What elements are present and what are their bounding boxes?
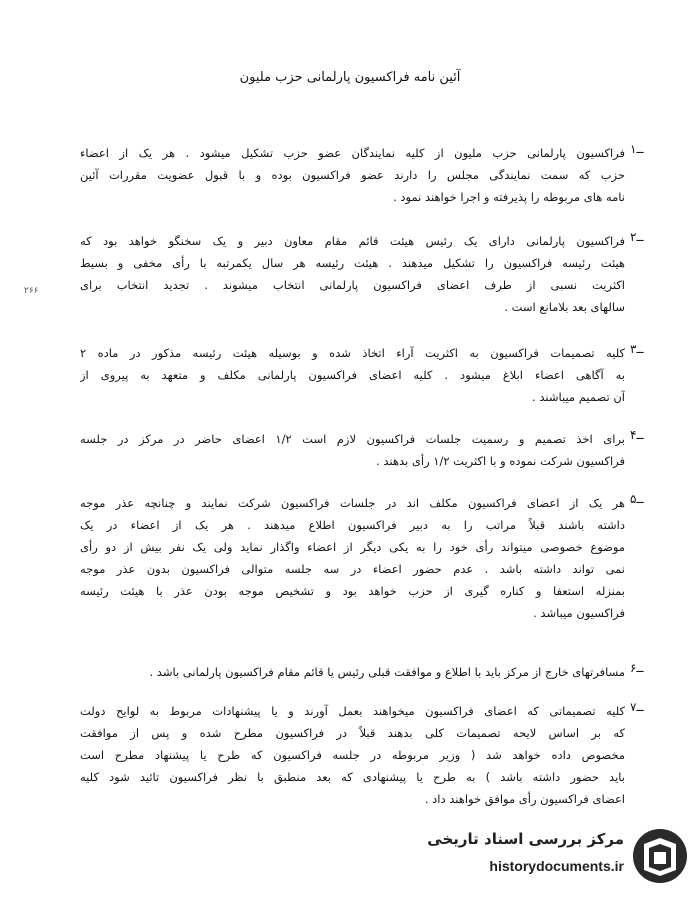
- section-3: [80, 342, 644, 408]
- watermark-title: مرکز بررسی اسناد تاریخی: [427, 830, 624, 848]
- section-line: اکثریت نسبی از طرف اعضای فراکسیون پارلمانی انتخاب میشوند . تجدید انتخاب برای: [80, 278, 625, 292]
- section-number: ۴ــ: [630, 428, 644, 442]
- section-line: بمنزله استعفا و کناره گیری از حزب خواهد بود و تشخیص موجه بودن عذر با هیئت رئیسه: [80, 584, 625, 598]
- section-line: فراکسیون پارلمانی دارای یک رئیس هیئت قائم مقام معاون دبیر و یک سخنگو خواهد بود که: [80, 234, 625, 248]
- section-line: کلیه تصمیماتی که اعضای فراکسیون میخواهند بعمل آورند و یا پیشنهادات مربوط به لوایح دولت: [80, 704, 625, 718]
- section-number: ۱ــ: [630, 142, 644, 156]
- section-2: [80, 230, 644, 318]
- section-line: باید حضور داشته باشد ) به طرح یا پیشنهادی که بعد منطبق با نظر فراکسیون تائید شود کلیه: [80, 770, 625, 784]
- section-number: ۵ــ: [630, 492, 644, 506]
- section-line: برای اخذ تصمیم و رسمیت جلسات فراکسیون لازم است ۱/۲ اعضای حاضر در مرکز در جلسه: [80, 432, 625, 446]
- document-title: آئین نامه فراکسیون پارلمانی حزب ملیون: [239, 70, 461, 85]
- section-line: اعضای فراکسیون رأی موافق خواهند داد .: [424, 792, 625, 806]
- section-5: [80, 492, 644, 624]
- section-line: نمی تواند داشته باشد . عدم حضور اعضاء در سه جلسه متوالی فراکسیون بدون عذر موجه: [80, 562, 625, 576]
- section-line: هیئت رئیسه فراکسیون را تشکیل میدهند . هیئت رئیسه هر سال یکمرتبه با رأی مخفی و بسیط: [80, 256, 625, 270]
- section-line: نامه های مربوطه را پذیرفته و اجرا خواهند نمود .: [393, 190, 625, 204]
- watermark: [410, 822, 690, 888]
- section-line: فراکسیون شرکت نموده و با اکثریت ۱/۲ رأی بدهند .: [376, 454, 625, 468]
- section-line: مخصوص داده خواهد شد ( وزیر مربوطه در جلسه فراکسیون که طرح یا پیشنهاد مطرح است: [80, 748, 625, 762]
- section-line: که بر اساس لایحه تصمیمات کلی بدهند قبلاً در فراکسیون مطرح شده و پس از موافقت: [80, 726, 625, 740]
- section-number: ۳ــ: [630, 342, 644, 356]
- section-line: مسافرتهای خارج از مرکز باید با اطلاع و موافقت قبلی رئیس یا قائم مقام فراکسیون پارلمانی باشد .: [149, 665, 625, 679]
- section-line: حزب که سمت نمایندگی مجلس را دارند عضو فراکسیون بوده و با قبول عضویت مقررات آئین: [80, 168, 625, 182]
- section-1: [80, 142, 644, 208]
- section-7: [80, 700, 644, 810]
- section-number: ۷ــ: [630, 700, 644, 714]
- section-line: سالهای بعد بلامانع است .: [504, 300, 625, 314]
- margin-annotation: ۲۶۶: [24, 286, 39, 296]
- section-line: فراکسیون میباشد .: [533, 606, 625, 620]
- section-line: داشته باشند قبلاً مراتب را به دبیر فراکسیون اطلاع میدهند . هر یک از اعضاء در یک: [80, 518, 625, 532]
- section-line: هر یک از اعضای فراکسیون مکلف اند در جلسات فراکسیون شرکت نمایند و چنانچه عذر موجه: [80, 496, 625, 510]
- section-line: به آگاهی اعضاء ابلاغ میشود . کلیه اعضای فراکسیون پارلمانی مکلف و متعهد به پیروی از: [80, 368, 625, 382]
- section-number: ۲ــ: [630, 230, 644, 244]
- section-number: ۶ــ: [630, 661, 644, 675]
- section-line: آن تصمیم میباشند .: [532, 390, 625, 404]
- section-line: کلیه تصمیمات فراکسیون به اکثریت آراء اتخاذ شده و بوسیله هیئت رئیسه مذکور در ماده ۲: [80, 346, 625, 360]
- section-6: [80, 661, 644, 683]
- watermark-url: historydocuments.ir: [489, 858, 624, 874]
- section-4: [80, 428, 644, 472]
- section-line: موضوع خصوصی میتواند رأی خود را به یکی دیگر از اعضاء واگذار نماید ولی یک نفر بیش از دو رأی: [80, 540, 625, 554]
- archive-logo-icon: [630, 826, 690, 886]
- section-line: فراکسیون پارلمانی حزب ملیون از کلیه نمایندگان عضو حزب تشکیل میشود . هر یک از اعضاء: [80, 146, 625, 160]
